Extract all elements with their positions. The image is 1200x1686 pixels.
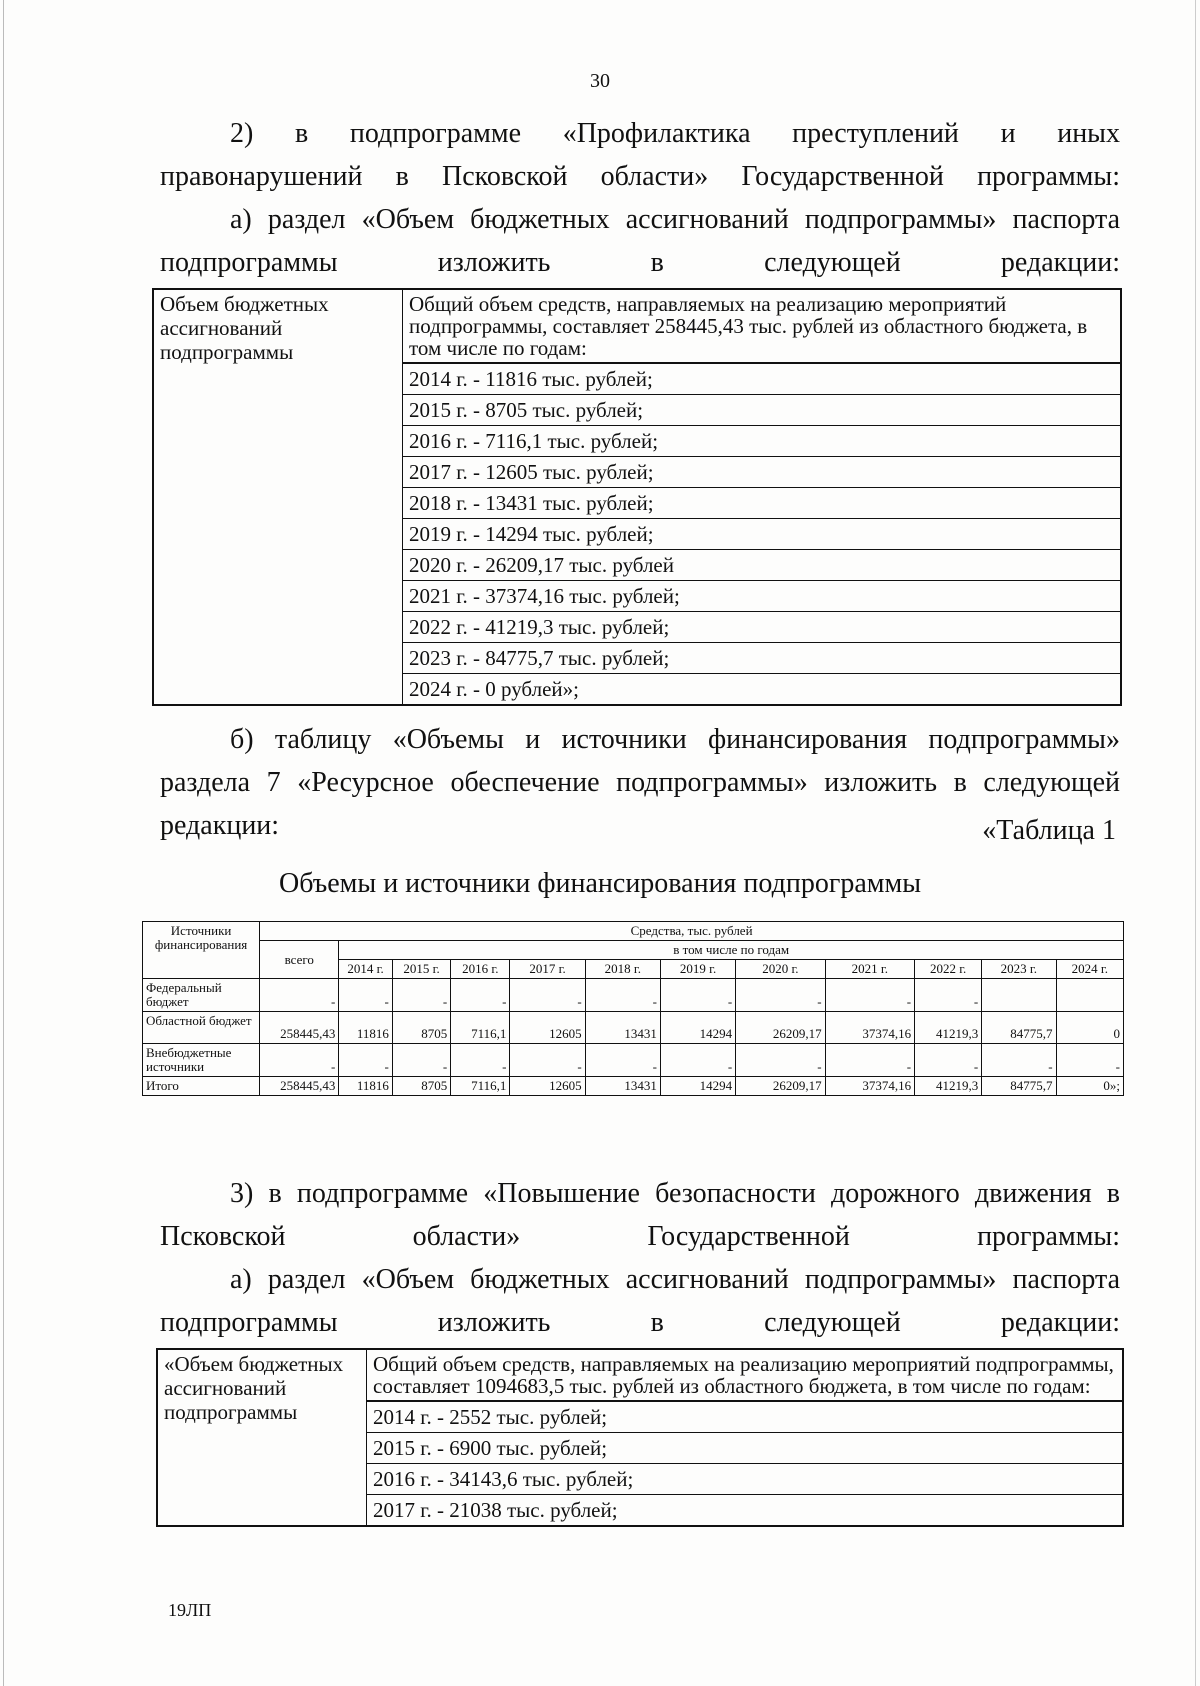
page-number: 30 [590, 70, 610, 92]
row-value: - [392, 979, 450, 1012]
row-value: - [736, 1044, 825, 1077]
row-value: - [510, 1044, 585, 1077]
row-value: - [736, 979, 825, 1012]
row-value: - [451, 979, 510, 1012]
row-value: 11816 [339, 1012, 392, 1044]
passport-year-line: 2017 г. - 21038 тыс. рублей; [367, 1494, 1122, 1525]
row-value: - [915, 979, 982, 1012]
header-by-years: в том числе по годам [339, 941, 1124, 960]
row-value: 41219,3 [915, 1012, 982, 1044]
row-value: 11816 [339, 1077, 392, 1096]
header-year: 2024 г. [1056, 960, 1123, 979]
section2-heading: 2) в подпрограмме «Профилактика преступлений и иных правонарушений в Псковской области» Государственной программы: [160, 118, 1120, 192]
row-total: - [260, 1044, 339, 1077]
row-value: 84775,7 [982, 1077, 1056, 1096]
row-value: 12605 [510, 1012, 585, 1044]
row-total: - [260, 979, 339, 1012]
table-row [143, 1044, 1124, 1077]
passport-year-line: 2015 г. - 6900 тыс. рублей; [367, 1432, 1122, 1463]
row-value: 14294 [660, 1077, 735, 1096]
section2-item-b: б) таблицу «Объемы и источники финансирования подпрограммы» раздела 7 «Ресурсное обеспечение подпрограммы» изложить в следующей редакции: [160, 724, 1120, 841]
header-year: 2015 г. [392, 960, 450, 979]
row-value: 8705 [392, 1012, 450, 1044]
header-year: 2021 г. [825, 960, 914, 979]
section2-item-a: а) раздел «Объем бюджетных ассигнований подпрограммы» паспорта подпрограммы изложить в следующей редакции: [160, 204, 1120, 278]
header-year: 2014 г. [339, 960, 392, 979]
table-row [143, 979, 1124, 1012]
row-value: - [825, 1044, 914, 1077]
section3-item-a: а) раздел «Объем бюджетных ассигнований подпрограммы» паспорта подпрограммы изложить в следующей редакции: [160, 1264, 1120, 1338]
passport-year-line: 2014 г. - 2552 тыс. рублей; [367, 1401, 1122, 1432]
row-total: 258445,43 [260, 1012, 339, 1044]
header-funds: Средства, тыс. рублей [260, 922, 1124, 941]
document-code: 19ЛП [168, 1600, 212, 1620]
table-label: «Таблица 1 [982, 815, 1116, 846]
passport-year-line: 2023 г. - 84775,7 тыс. рублей; [403, 642, 1120, 673]
row-value: 7116,1 [451, 1012, 510, 1044]
row-value: 13431 [585, 1077, 660, 1096]
row-value: - [451, 1044, 510, 1077]
row-source: Областной бюджет [143, 1012, 260, 1044]
row-total: 258445,43 [260, 1077, 339, 1096]
row-value: 26209,17 [736, 1077, 825, 1096]
row-value [1056, 979, 1123, 1012]
passport-year-line: 2017 г. - 12605 тыс. рублей; [403, 456, 1120, 487]
passport-year-line: 2015 г. - 8705 тыс. рублей; [403, 394, 1120, 425]
row-value: - [339, 979, 392, 1012]
passport-year-line: 2024 г. - 0 рублей»; [403, 673, 1120, 704]
passport-year-line: 2018 г. - 13431 тыс. рублей; [403, 487, 1120, 518]
row-value: - [585, 1044, 660, 1077]
passport-label: Объем бюджетных ассигнований подпрограммы [153, 289, 403, 705]
passport-year-line: 2021 г. - 37374,16 тыс. рублей; [403, 580, 1120, 611]
passport-year-line: 2019 г. - 14294 тыс. рублей; [403, 518, 1120, 549]
table-title: Объемы и источники финансирования подпрограммы [278, 868, 922, 899]
header-year: 2020 г. [736, 960, 825, 979]
row-value: 37374,16 [825, 1077, 914, 1096]
financing-table [142, 921, 1124, 1096]
passport-year-line: 2014 г. - 11816 тыс. рублей; [403, 363, 1120, 394]
row-value: - [392, 1044, 450, 1077]
row-value: 14294 [660, 1012, 735, 1044]
row-value: - [585, 979, 660, 1012]
row-value: 26209,17 [736, 1012, 825, 1044]
row-source: Итого [143, 1077, 260, 1096]
row-value: - [660, 979, 735, 1012]
row-value: 0 [1056, 1012, 1123, 1044]
row-value: 7116,1 [451, 1077, 510, 1096]
passport-year-line: 2016 г. - 7116,1 тыс. рублей; [403, 425, 1120, 456]
passport-table-section2 [152, 288, 1122, 706]
row-value: 41219,3 [915, 1077, 982, 1096]
header-total: всего [260, 941, 339, 979]
passport-year-line: 2022 г. - 41219,3 тыс. рублей; [403, 611, 1120, 642]
row-value: - [1056, 1044, 1123, 1077]
passport-intro: Общий объем средств, направляемых на реализацию мероприятий подпрограммы, составляет 258445,43 тыс. рублей из областного бюджета, в том числе по годам: [403, 290, 1120, 363]
row-value [982, 979, 1056, 1012]
row-value: - [660, 1044, 735, 1077]
section3-heading: 3) в подпрограмме «Повышение безопасности дорожного движения в Псковской области» Государственной программы: [160, 1178, 1120, 1252]
passport-year-line: 2020 г. - 26209,17 тыс. рублей [403, 549, 1120, 580]
row-source: Федеральный бюджет [143, 979, 260, 1012]
scan-edge-left [3, 0, 4, 1686]
header-year: 2016 г. [451, 960, 510, 979]
row-source: Внебюджетные источники [143, 1044, 260, 1077]
passport-label: «Объем бюджетных ассигнований подпрограммы [157, 1349, 367, 1526]
table-row [143, 1012, 1124, 1044]
row-value: 8705 [392, 1077, 450, 1096]
header-year: 2017 г. [510, 960, 585, 979]
passport-year-line: 2016 г. - 34143,6 тыс. рублей; [367, 1463, 1122, 1494]
scan-edge-right [1195, 0, 1196, 1686]
header-year: 2019 г. [660, 960, 735, 979]
header-year: 2022 г. [915, 960, 982, 979]
row-value: 84775,7 [982, 1012, 1056, 1044]
passport-content [403, 289, 1122, 705]
header-year: 2018 г. [585, 960, 660, 979]
row-value: 37374,16 [825, 1012, 914, 1044]
header-year: 2023 г. [982, 960, 1056, 979]
row-value: - [915, 1044, 982, 1077]
passport-table-section3 [156, 1348, 1124, 1527]
row-value: - [510, 979, 585, 1012]
row-value: 0»; [1056, 1077, 1123, 1096]
row-value: - [339, 1044, 392, 1077]
row-value: - [982, 1044, 1056, 1077]
header-sources: Источники финансирования [143, 922, 260, 979]
row-value: 13431 [585, 1012, 660, 1044]
passport-intro: Общий объем средств, направляемых на реализацию мероприятий подпрограммы, составляет 1094683,5 тыс. рублей из областного бюджета, в том числе по годам: [367, 1350, 1122, 1401]
row-value: 12605 [510, 1077, 585, 1096]
table-row [143, 1077, 1124, 1096]
row-value: - [825, 979, 914, 1012]
passport-content [367, 1349, 1124, 1526]
